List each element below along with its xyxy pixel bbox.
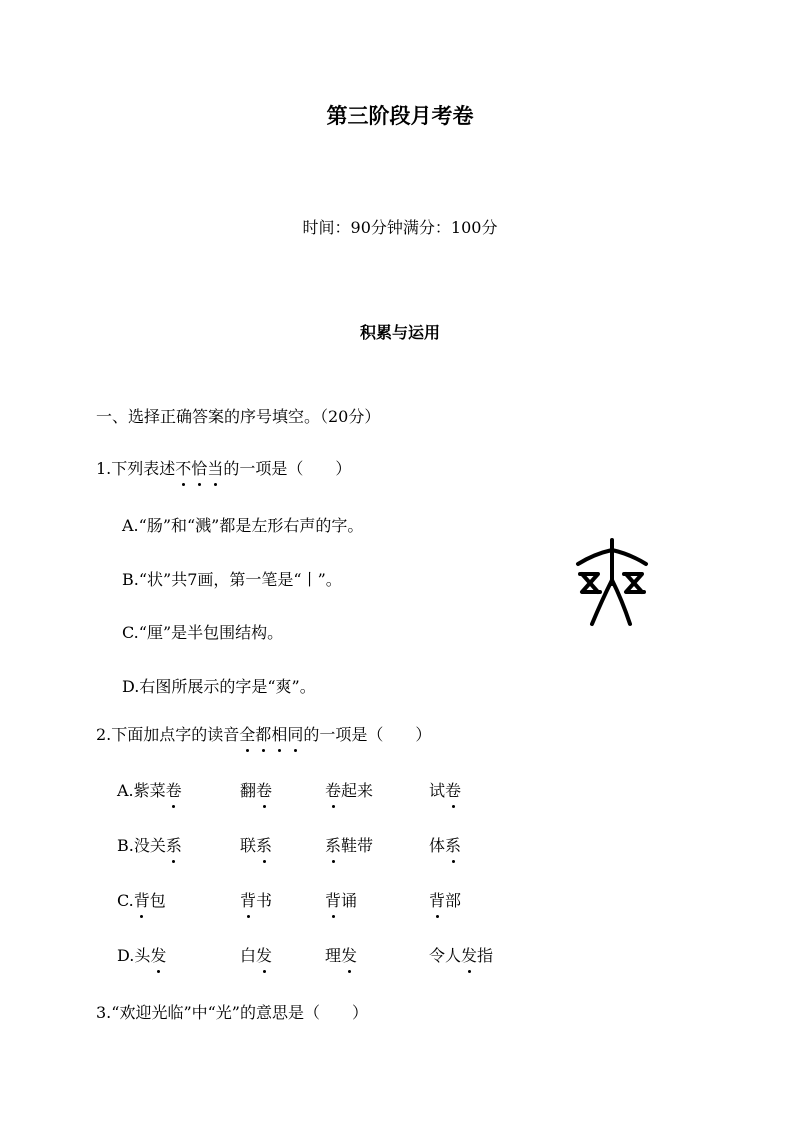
word-part: 起来 [341, 781, 374, 800]
exam-meta: 时间：90分钟满分：100分 [302, 218, 498, 237]
word-part: 部 [445, 891, 462, 910]
emphasis-char: 背 [240, 888, 256, 911]
word-part: 白 [240, 946, 257, 965]
emphasis-char: 发 [341, 943, 357, 966]
emphasis-char: 相 [271, 722, 287, 745]
question-2-option-word [117, 943, 166, 966]
question-2-option-word [325, 888, 357, 911]
emphasis-char: 当 [207, 456, 223, 479]
emphasis-char: 系 [325, 833, 341, 856]
emphasis-char: 背 [325, 888, 341, 911]
question-2-option-word [325, 833, 373, 856]
question-2-option-word [240, 888, 272, 911]
question-2-option-word [429, 778, 461, 801]
emphasis-char: 卷 [166, 778, 182, 801]
word-part: 体 [429, 836, 446, 855]
word-part: D.头 [117, 946, 151, 965]
question-2-option-word [117, 888, 166, 911]
emphasis-char: 发 [150, 943, 166, 966]
word-part: 诵 [341, 891, 358, 910]
question-3: 3.“欢迎光临”中“光”的意思是（ ） [96, 1003, 368, 1022]
word-part: 联 [240, 836, 257, 855]
question-1-option-a: A.“肠”和“溅”都是左形右声的字。 [122, 516, 364, 535]
question-1-option-d: D.右图所展示的字是“爽”。 [122, 677, 316, 696]
emphasis-char: 全 [239, 722, 255, 745]
question-2-option-word [429, 833, 461, 856]
word-part: 试 [429, 781, 446, 800]
question-2-option-word [240, 943, 272, 966]
question-2-option-word [429, 888, 461, 911]
emphasis-char: 卷 [325, 778, 341, 801]
emphasis-char: 同 [287, 722, 303, 745]
emphasis-char: 系 [445, 833, 461, 856]
question-2-option-word [429, 943, 493, 966]
emphasis-char: 卷 [445, 778, 461, 801]
emphasis-char: 背 [429, 888, 445, 911]
emphasis-char: 恰 [191, 456, 207, 479]
emphasis-char: 发 [461, 943, 477, 966]
question-2-option-word [117, 778, 182, 801]
question-2-option-word [240, 833, 272, 856]
word-part: 指 [477, 946, 494, 965]
ancient-character-shuang-glyph [574, 536, 650, 628]
word-part: 包 [149, 891, 166, 910]
word-part: 书 [256, 891, 273, 910]
word-part: A.紫菜 [117, 781, 166, 800]
emphasis-char: 系 [256, 833, 272, 856]
question-1-option-b: B.“状”共7画，第一笔是“丨”。 [122, 570, 342, 589]
part-heading: 一、选择正确答案的序号填空。（20分） [96, 407, 381, 426]
word-part: 理 [325, 946, 342, 965]
emphasis-char: 不 [175, 456, 191, 479]
word-part: C. [117, 891, 134, 910]
emphasis-char: 发 [256, 943, 272, 966]
question-1-suffix: 的一项是（ ） [223, 459, 352, 478]
page-title: 第三阶段月考卷 [326, 104, 474, 128]
question-1-prefix: 1.下列表述 [96, 459, 176, 478]
question-2-prefix: 2.下面加点字的读音 [96, 725, 240, 744]
emphasis-char: 卷 [256, 778, 272, 801]
word-part: 翻 [240, 781, 257, 800]
question-1-option-c: C.“厘”是半包围结构。 [122, 623, 284, 642]
section-heading: 积累与运用 [359, 323, 440, 342]
question-2-option-word [325, 943, 357, 966]
word-part: 令人 [429, 946, 462, 965]
question-2 [96, 722, 431, 745]
question-1 [96, 456, 351, 479]
question-2-option-word [240, 778, 272, 801]
question-2-option-word [325, 778, 373, 801]
word-part: B.没关 [117, 836, 166, 855]
emphasis-char: 都 [255, 722, 271, 745]
word-part: 鞋带 [341, 836, 374, 855]
question-2-suffix: 的一项是（ ） [303, 725, 432, 744]
question-2-option-word [117, 833, 182, 856]
emphasis-char: 背 [134, 888, 150, 911]
emphasis-char: 系 [166, 833, 182, 856]
